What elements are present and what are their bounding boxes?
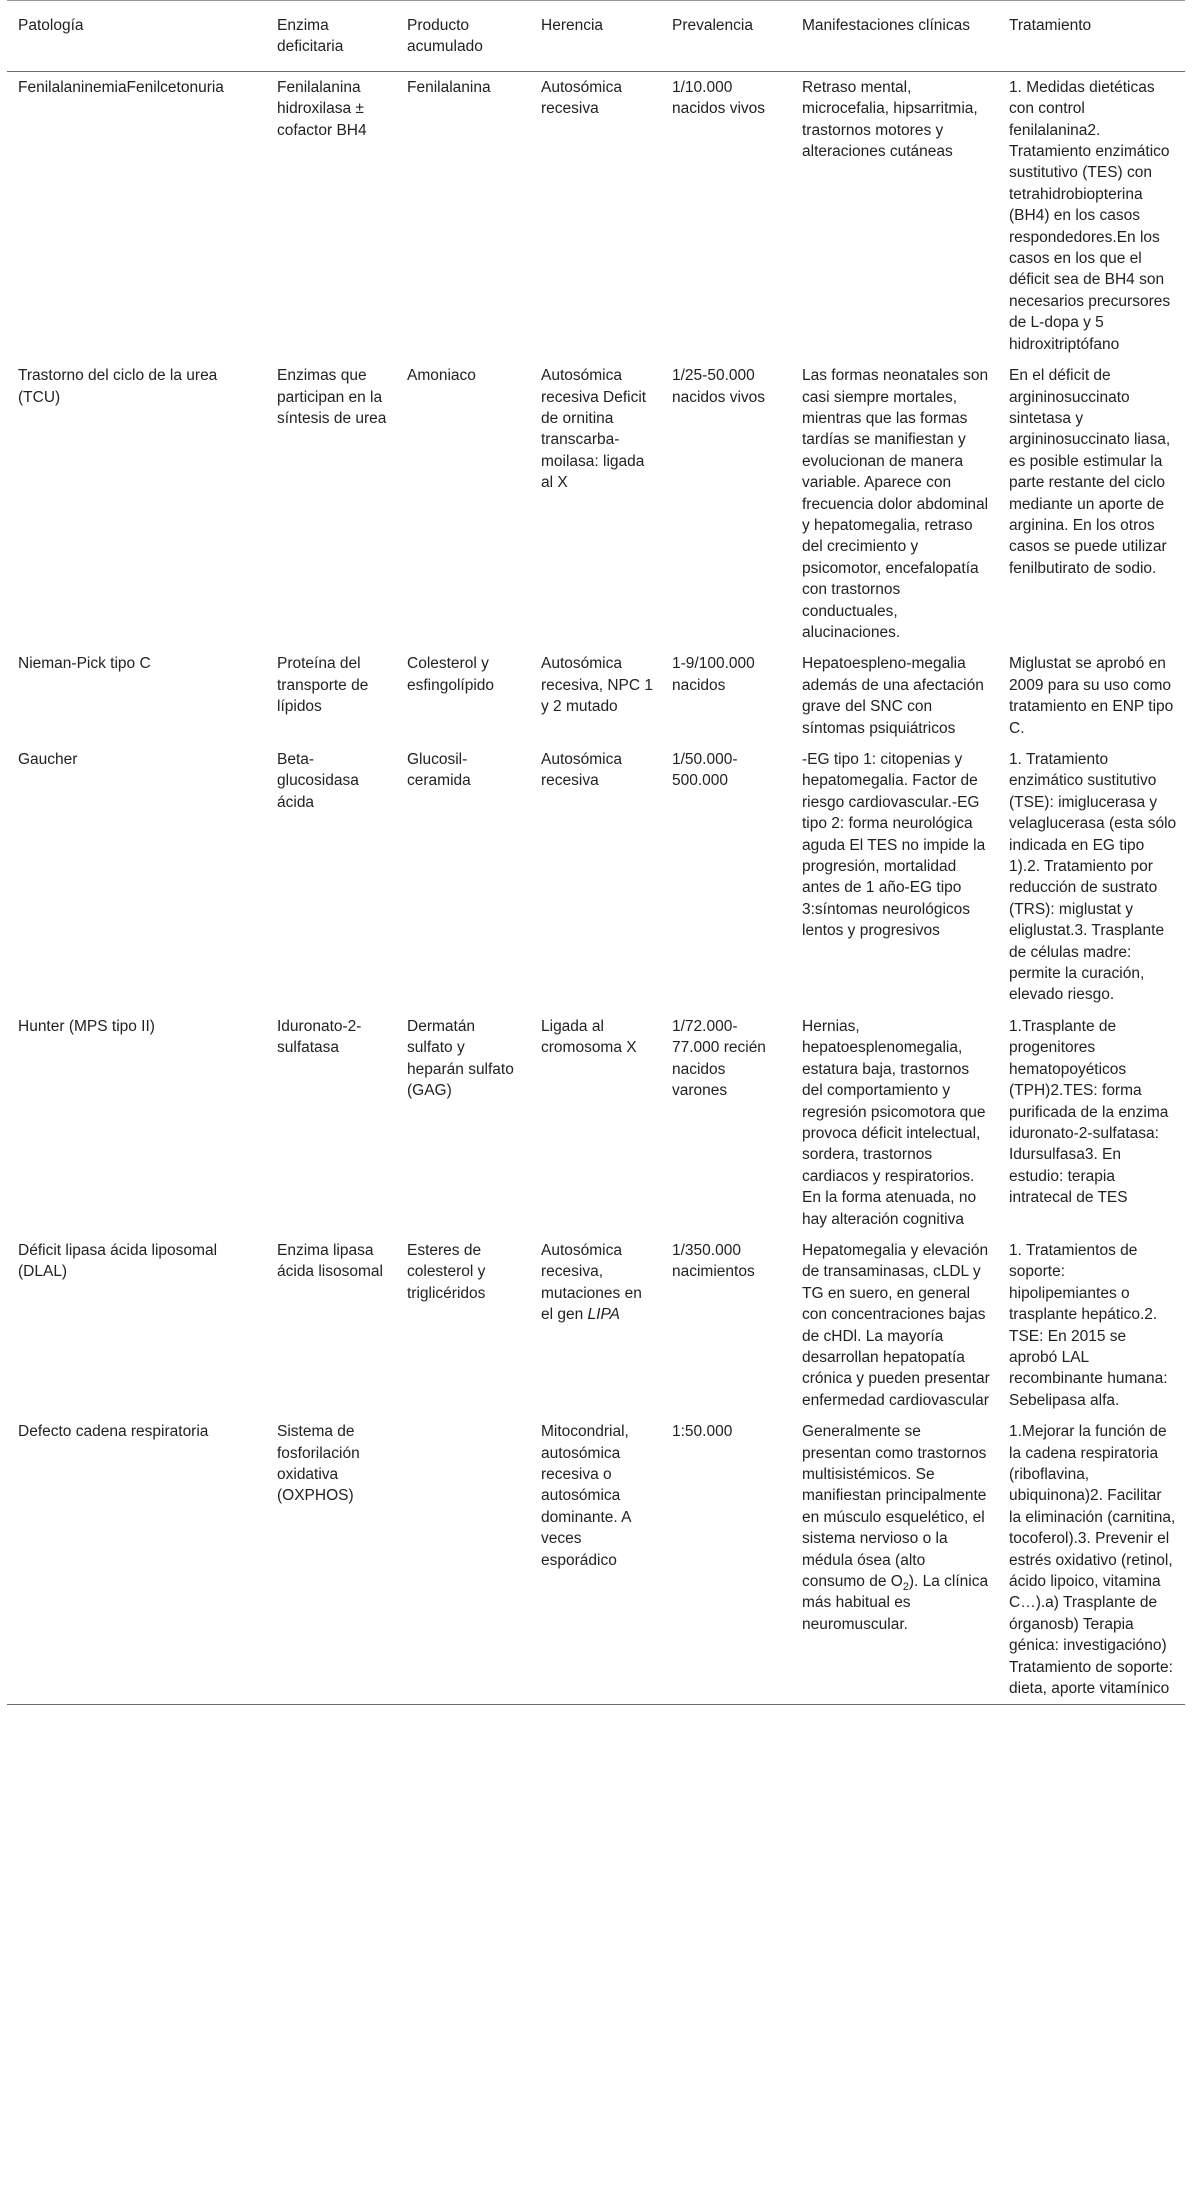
cell-manifestaciones: Las formas neonatales son casi siempre mortales, mientras que las formas tardías se manifiestan y evolucionan de manera variable. Aparece con frecuencia dolor abdominal y hepatomegalia, retraso del crecimiento y psicomotor, encefalopatía con trastornos conductuales, alucinaciones. — [802, 367, 989, 641]
cell-producto: Colesterol y esfingolípido — [407, 655, 495, 694]
cell-herencia: Mitocondrial, autosómica recesiva o autosómica dominante. A veces esporádico — [541, 1423, 631, 1569]
table-row — [7, 1416, 1185, 1705]
cell-patologia: Defecto cadena respiratoria — [18, 1423, 209, 1441]
header-manifestaciones: Manifestaciones clínicas — [802, 17, 970, 34]
cell-patologia: Déficit lipasa ácida liposomal (DLAL) — [18, 1241, 218, 1281]
cell-producto: Esteres de colesterol y triglicéridos — [407, 1241, 486, 1302]
cell-herencia: Autosómica recesiva Deficit de ornitina transcarba-moilasa: ligada al X — [541, 367, 647, 492]
cell-tratamiento: 1.Mejorar la función de la cadena respiratoria (riboflavina, ubiquinona)2. Facilitar la eliminación (carnitina, tocoferol).3. Prevenir el estrés oxidativo (retinol, ácido lipoico, vitamina C…).a) Trasplante de órganosb) Terapia génica: investigacióno) Tratamiento de soporte: dieta, aporte vitamínico — [1009, 1423, 1176, 1698]
manifestaciones-text-end: ). La clínica más habitual es neuromuscular. — [802, 1573, 989, 1633]
cell-enzima: Enzima lipasa ácida lisosomal — [277, 1241, 383, 1281]
table-row — [7, 1011, 1185, 1235]
cell-herencia: Ligada al cromosoma X — [541, 1017, 637, 1057]
cell-prevalencia: 1/10.000 nacidos vivos — [672, 78, 766, 118]
herencia-text: Autosómica recesiva, mutaciones en el gen — [541, 1241, 642, 1324]
table-body — [7, 71, 1185, 1705]
cell-enzima: Fenilalanina hidroxilasa ± cofactor BH4 — [277, 78, 367, 139]
cell-tratamiento: En el déficit de argininosuccinato sintetasa y argininosuccinato liasa, es posible estimular la parte restante del ciclo mediante un aporte de arginina. En los otros casos se puede utilizar fenilbutirato de sodio. — [1009, 367, 1171, 577]
cell-manifestaciones: Hepatoespleno-megalia además de una afectación grave del SNC con síntomas psiquiátricos — [802, 655, 984, 737]
cell-enzima: Sistema de fosforilación oxidativa (OXPHOS) — [277, 1423, 360, 1505]
cell-manifestaciones: Hernias, hepatoesplenomegalia, estatura baja, trastornos del comportamiento y regresión psicomotora que provoca déficit intelectual, sordera, trastornos cardiacos y respiratorios. En la forma atenuada, no hay alteración cognitiva — [802, 1017, 986, 1228]
header-row — [7, 1, 1185, 72]
subscript-2: 2 — [902, 1581, 909, 1594]
cell-prevalencia: 1/50.000-500.000 — [672, 751, 738, 790]
cell-producto: Dermatán sulfato y heparán sulfato (GAG) — [407, 1017, 514, 1100]
table-row — [7, 744, 1185, 1011]
cell-enzima: Enzimas que participan en la síntesis de urea — [277, 367, 387, 427]
header-prevalencia: Prevalencia — [672, 17, 753, 34]
header-herencia: Herencia — [541, 17, 604, 34]
cell-producto: Glucosil-ceramida — [407, 751, 471, 790]
cell-tratamiento: 1. Medidas dietéticas con control fenilalanina2. Tratamiento enzimático sustitutivo (TES) con tetrahidrobiopterina (BH4) en los casos respondedores.En los casos en los que el déficit sea de BH4 son necesarios precursores de L-dopa y 5 hidroxitriptófano — [1009, 78, 1171, 353]
cell-producto: Fenilalanina — [407, 78, 491, 96]
table-row — [7, 71, 1185, 360]
header-producto: Producto acumulado — [407, 17, 483, 56]
cell-tratamiento: Miglustat se aprobó en 2009 para su uso como tratamiento en ENP tipo C. — [1009, 655, 1174, 737]
cell-herencia: Autosómica recesiva — [541, 751, 622, 790]
cell-enzima: Beta-glucosidasa ácida — [277, 751, 359, 811]
cell-tratamiento: 1. Tratamientos de soporte: hipolipemiantes o trasplante hepático.2. TSE: En 2015 se aprobó LAL recombinante humana: Sebelipasa alfa. — [1009, 1241, 1168, 1409]
header-enzima: Enzima deficitaria — [277, 17, 344, 56]
cell-patologia: FenilalaninemiaFenilcetonuria — [18, 78, 224, 96]
manifestaciones-text: Generalmente se presentan como trastornos multisistémicos. Se manifiestan principalmente en músculo esquelético, el sistema nervioso o la médula ósea (alto consumo de O — [802, 1423, 987, 1591]
header-tratamiento: Tratamiento — [1009, 17, 1092, 34]
cell-manifestaciones: -EG tipo 1: citopenias y hepatomegalia. Factor de riesgo cardiovascular.-EG tipo 2: forma neurológica aguda El TES no impide la progresión, mortalidad antes de 1 año-EG tipo 3:síntomas neurológicos lentos y progresivos — [802, 751, 986, 940]
cell-enzima: Proteína del transporte de lípidos — [277, 655, 369, 716]
cell-prevalencia: 1/25-50.000 nacidos vivos — [672, 367, 766, 406]
cell-enzima: Iduronato-2-sulfatasa — [277, 1017, 362, 1057]
cell-tratamiento: 1. Tratamiento enzimático sustitutivo (TSE): imiglucerasa y velaglucerasa (esta sólo indicada en EG tipo 1).2. Tratamiento por reducción de sustrato (TRS): miglustat y eliglustat.3. Trasplante de células madre: permite la curación, elevado riesgo. — [1009, 751, 1177, 1004]
cell-patologia: Hunter (MPS tipo II) — [18, 1017, 155, 1035]
cell-manifestaciones: Retraso mental, microcefalia, hipsarritmia, trastornos motores y alteraciones cutáneas — [802, 78, 978, 161]
table-header — [7, 1, 1185, 72]
cell-prevalencia: 1/350.000 nacimientos — [672, 1241, 755, 1281]
cell-manifestaciones: Hepatomegalia y elevación de transaminasas, cLDL y TG en suero, en general con concentraciones bajas de cHDl. La mayoría desarrollan hepatopatía crónica y pueden presentar enfermedad cardiovascular — [802, 1241, 990, 1409]
cell-prevalencia: 1/72.000-77.000 recién nacidos varones — [672, 1017, 766, 1100]
cell-producto — [396, 1416, 530, 1705]
table-row — [7, 648, 1185, 744]
header-patologia: Patología — [18, 17, 84, 34]
cell-tratamiento: 1.Trasplante de progenitores hematopoyéticos (TPH)2.TES: forma purificada de la enzima iduronato-2-sulfatasa: Idursulfasa3. En estudio: terapia intratecal de TES — [1009, 1017, 1169, 1207]
cell-manifestaciones — [791, 1416, 998, 1705]
cell-herencia — [530, 1235, 661, 1416]
metabolic-diseases-table — [7, 0, 1185, 1705]
cell-patologia: Trastorno del ciclo de la urea (TCU) — [18, 367, 218, 406]
cell-herencia: Autosómica recesiva, NPC 1 y 2 mutado — [541, 655, 653, 716]
table-row — [7, 360, 1185, 648]
table-row — [7, 1235, 1185, 1416]
cell-producto: Amoniaco — [407, 367, 476, 385]
cell-prevalencia: 1:50.000 — [672, 1423, 733, 1441]
cell-prevalencia: 1-9/100.000 nacidos — [672, 655, 755, 694]
cell-patologia: Gaucher — [18, 751, 78, 768]
gene-name: LIPA — [587, 1306, 620, 1324]
cell-patologia: Nieman-Pick tipo C — [18, 655, 151, 673]
cell-herencia: Autosómica recesiva — [541, 78, 622, 118]
